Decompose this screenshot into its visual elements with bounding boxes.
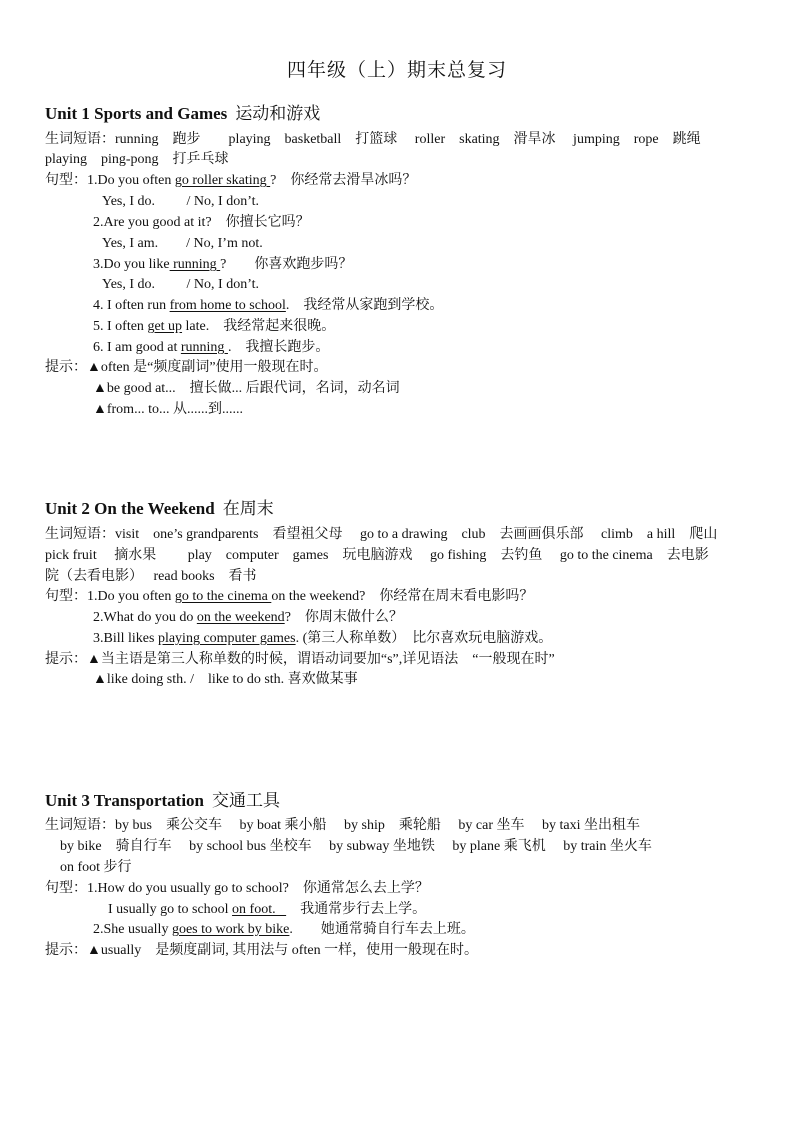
unit1-heading xyxy=(45,99,320,124)
unit3-vocab-line: by bike 骑自行车 by school bus 坐校车 by subway 坐地铁 by plane 乘飞机 by train 坐火车 xyxy=(60,839,652,854)
unit2-tip-1: 提示：▲当主语是第三人称单数的时候，谓语动词要加“s”,详见语法 “一般现在时” xyxy=(45,652,555,667)
unit2-vocab-line: 生词短语：visit one’s grandparents 看望祖父母 go to a drawing club 去画画俱乐部 climb a hill 爬山 xyxy=(45,527,718,542)
unit3-tip-1: 提示：▲usually 是频度副词, 其用法与 often 一样，使用一般现在时。 xyxy=(45,943,479,958)
unit2-heading-en: Unit 2 On the Weekend xyxy=(45,499,215,518)
unit2-tip-2: ▲like doing sth. / like to do sth. 喜欢做某事 xyxy=(93,672,358,687)
unit1-tip-1: 提示：▲often 是“频度副词”使用一般现在时。 xyxy=(45,360,328,375)
unit3-answer-1: I usually go to school on foot. 我通常步行去上学。 xyxy=(108,902,427,917)
unit3-heading xyxy=(45,786,280,811)
unit2-vocab-line: 院（去看电影） read books 看书 xyxy=(45,569,257,584)
unit3-vocab-line: 生词短语：by bus 乘公交车 by boat 乘小船 by ship 乘轮船 by car 坐车 by taxi 坐出租车 xyxy=(45,818,640,833)
unit1-sentence-6: 6. I am good at running . 我擅长跑步。 xyxy=(93,340,330,355)
unit3-sentence-2: 2.She usually goes to work by bike. 她通常骑自行车去上班。 xyxy=(93,922,475,937)
unit1-heading-en: Unit 1 Sports and Games xyxy=(45,104,228,123)
unit1-sentence-5: 5. I often get up late. 我经常起来很晚。 xyxy=(93,319,336,334)
unit1-answer-2: Yes, I am. / No, I’m not. xyxy=(102,236,263,251)
unit1-vocab-line: 生词短语：running 跑步 playing basketball 打篮球 roller skating 滑旱冰 jumping rope 跳绳 xyxy=(45,132,701,147)
unit1-heading-zh: 运动和游戏 xyxy=(235,104,321,123)
unit3-vocab-line: on foot 步行 xyxy=(60,860,132,875)
unit2-vocab-line: pick fruit 摘水果 play computer games 玩电脑游戏 go fishing 去钓鱼 go to the cinema 去电影 xyxy=(45,548,709,563)
unit2-heading xyxy=(45,494,274,519)
unit1-answer-1: Yes, I do. / No, I don’t. xyxy=(102,194,259,209)
unit1-vocab-line: playing ping-pong 打乒乓球 xyxy=(45,152,229,167)
unit2-sentence-2: 2.What do you do on the weekend? 你周末做什么？ xyxy=(93,610,403,625)
unit1-tip-2: ▲be good at... 擅长做... 后跟代词，名词，动名词 xyxy=(93,381,400,396)
unit3-heading-zh: 交通工具 xyxy=(212,791,281,810)
unit2-sentence-1: 句型：1.Do you often go to the cinema on the weekend? 你经常在周末看电影吗？ xyxy=(45,589,534,604)
unit1-sentence-3: 3.Do you like running ? 你喜欢跑步吗？ xyxy=(93,257,353,272)
unit3-sentence-1: 句型：1.How do you usually go to school? 你通常怎么去上学？ xyxy=(45,881,429,896)
unit3-heading-en: Unit 3 Transportation xyxy=(45,791,205,810)
unit1-tip-3: ▲from... to... 从......到...... xyxy=(93,402,243,417)
unit1-sentence-4: 4. I often run from home to school. 我经常从家跑到学校。 xyxy=(93,298,444,313)
unit1-answer-3: Yes, I do. / No, I don’t. xyxy=(102,277,259,292)
page-title: 四年级（上）期末总复习 xyxy=(286,60,507,81)
unit1-sentence-1: 句型：1.Do you often go roller skating ? 你经常去滑旱冰吗？ xyxy=(45,173,417,188)
unit1-sentence-2: 2.Are you good at it? 你擅长它吗？ xyxy=(93,215,310,230)
unit2-heading-zh: 在周末 xyxy=(222,499,274,518)
unit2-sentence-3: 3.Bill likes playing computer games. (第三人称单数） 比尔喜欢玩电脑游戏。 xyxy=(93,631,553,646)
